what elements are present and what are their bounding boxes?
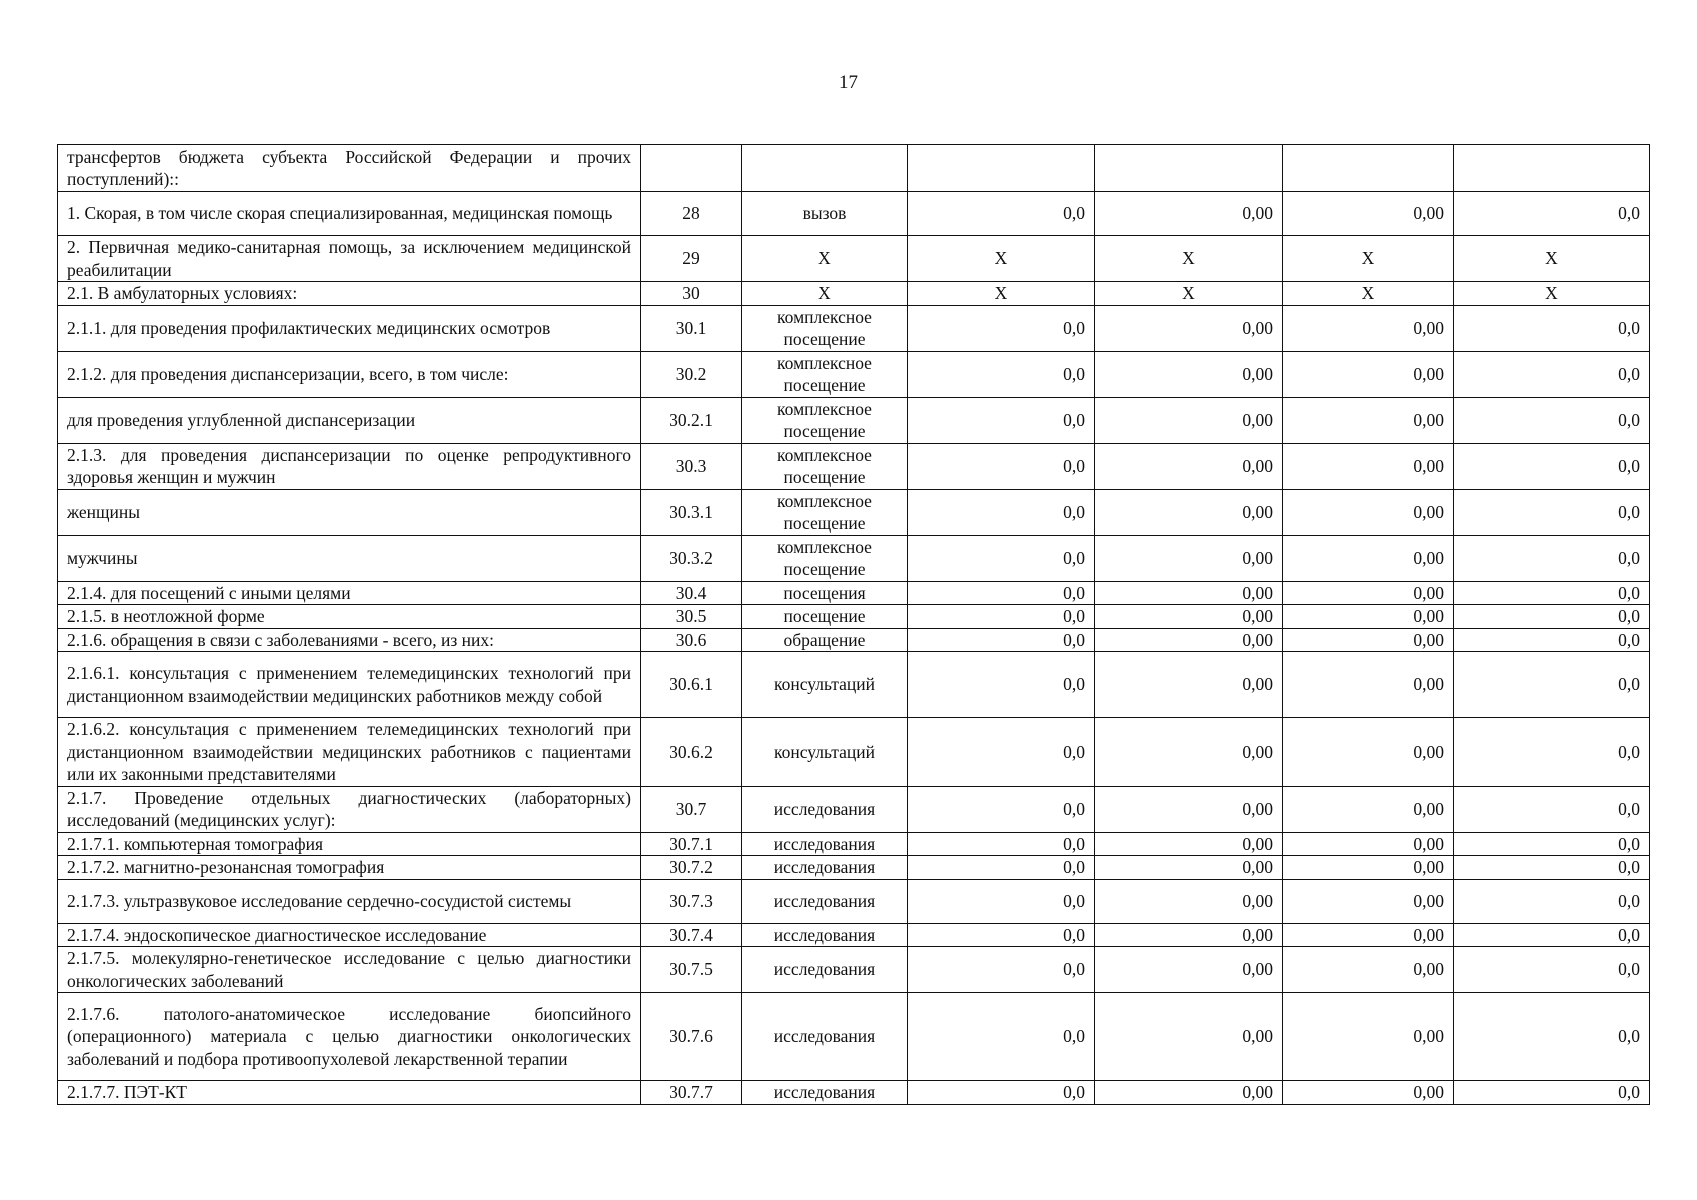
- row-value-3-cell: 0,00: [1283, 489, 1454, 535]
- row-value-3-cell: 0,00: [1283, 397, 1454, 443]
- row-unit-cell: комплексное посещение: [742, 535, 908, 581]
- row-value-3-cell: 0,00: [1283, 856, 1454, 880]
- row-unit-cell: комплексное посещение: [742, 305, 908, 351]
- table-row: [58, 351, 1650, 397]
- row-value-1-cell: 0,0: [908, 581, 1095, 605]
- row-value-3-cell: 0,00: [1283, 305, 1454, 351]
- row-code-cell: 30.3: [641, 443, 742, 489]
- table-row: [58, 581, 1650, 605]
- table-row: [58, 652, 1650, 718]
- row-value-4-cell: 0,0: [1454, 923, 1650, 947]
- row-name-cell: 2.1.7.6. патолого-анатомическое исследование биопсийного (операционного) материала с целью диагностики онкологических заболеваний и подбора противоопухолевой лекарственной терапии: [58, 993, 641, 1081]
- row-value-1-cell: 0,0: [908, 605, 1095, 629]
- row-code-cell: 30.6: [641, 628, 742, 652]
- row-value-4-cell: 0,0: [1454, 832, 1650, 856]
- row-name-cell: 2.1.7.4. эндоскопическое диагностическое исследование: [58, 923, 641, 947]
- row-unit-cell: X: [742, 236, 908, 282]
- table-row: [58, 489, 1650, 535]
- row-value-2-cell: 0,00: [1095, 489, 1283, 535]
- row-value-3-cell: 0,00: [1283, 923, 1454, 947]
- row-value-2-cell: 0,00: [1095, 351, 1283, 397]
- row-value-3-cell: 0,00: [1283, 832, 1454, 856]
- table-row: [58, 535, 1650, 581]
- row-name-cell: мужчины: [58, 535, 641, 581]
- row-value-4-cell: 0,0: [1454, 993, 1650, 1081]
- row-unit-cell: исследования: [742, 1081, 908, 1105]
- row-value-2-cell: 0,00: [1095, 786, 1283, 832]
- row-value-2-cell: X: [1095, 236, 1283, 282]
- row-unit-cell: консультаций: [742, 718, 908, 787]
- row-name-cell: для проведения углубленной диспансеризации: [58, 397, 641, 443]
- row-value-4-cell: 0,0: [1454, 1081, 1650, 1105]
- row-unit-cell: комплексное посещение: [742, 351, 908, 397]
- table-row: [58, 397, 1650, 443]
- row-unit-cell: обращение: [742, 628, 908, 652]
- table-row: [58, 605, 1650, 629]
- row-value-4-cell: [1454, 145, 1650, 192]
- row-unit-cell: X: [742, 282, 908, 306]
- row-value-3-cell: 0,00: [1283, 786, 1454, 832]
- table-row: [58, 856, 1650, 880]
- row-unit-cell: вызов: [742, 192, 908, 236]
- row-unit-cell: [742, 145, 908, 192]
- row-value-3-cell: 0,00: [1283, 628, 1454, 652]
- row-value-2-cell: 0,00: [1095, 856, 1283, 880]
- table-body: [58, 145, 1650, 1105]
- row-value-2-cell: 0,00: [1095, 879, 1283, 923]
- row-code-cell: 30.7.4: [641, 923, 742, 947]
- row-name-cell: 2.1.7.5. молекулярно-генетическое исследование с целью диагностики онкологических заболеваний: [58, 947, 641, 993]
- row-value-1-cell: X: [908, 282, 1095, 306]
- row-value-1-cell: 0,0: [908, 535, 1095, 581]
- row-value-4-cell: 0,0: [1454, 489, 1650, 535]
- row-value-3-cell: 0,00: [1283, 947, 1454, 993]
- row-value-2-cell: 0,00: [1095, 628, 1283, 652]
- row-value-2-cell: 0,00: [1095, 652, 1283, 718]
- row-code-cell: 30.3.2: [641, 535, 742, 581]
- row-value-3-cell: 0,00: [1283, 718, 1454, 787]
- row-value-4-cell: 0,0: [1454, 605, 1650, 629]
- row-code-cell: 30.7.7: [641, 1081, 742, 1105]
- row-value-4-cell: 0,0: [1454, 786, 1650, 832]
- row-code-cell: 30.7: [641, 786, 742, 832]
- row-name-cell: 2.1. В амбулаторных условиях:: [58, 282, 641, 306]
- row-value-1-cell: 0,0: [908, 993, 1095, 1081]
- row-value-4-cell: 0,0: [1454, 192, 1650, 236]
- row-unit-cell: консультаций: [742, 652, 908, 718]
- row-value-3-cell: [1283, 145, 1454, 192]
- row-value-1-cell: 0,0: [908, 718, 1095, 787]
- row-name-cell: трансфертов бюджета субъекта Российской Федерации и прочих поступлений)::: [58, 145, 641, 192]
- row-value-4-cell: X: [1454, 236, 1650, 282]
- row-value-4-cell: 0,0: [1454, 351, 1650, 397]
- row-code-cell: 30.6.1: [641, 652, 742, 718]
- table-row: [58, 628, 1650, 652]
- row-name-cell: 2. Первичная медико-санитарная помощь, за исключением медицинской реабилитации: [58, 236, 641, 282]
- row-unit-cell: исследования: [742, 993, 908, 1081]
- row-value-4-cell: 0,0: [1454, 947, 1650, 993]
- row-value-1-cell: 0,0: [908, 192, 1095, 236]
- row-unit-cell: исследования: [742, 879, 908, 923]
- row-code-cell: 30.7.5: [641, 947, 742, 993]
- row-code-cell: 30.1: [641, 305, 742, 351]
- row-unit-cell: исследования: [742, 832, 908, 856]
- row-name-cell: 1. Скорая, в том числе скорая специализированная, медицинская помощь: [58, 192, 641, 236]
- row-value-2-cell: X: [1095, 282, 1283, 306]
- row-value-4-cell: 0,0: [1454, 443, 1650, 489]
- row-value-2-cell: [1095, 145, 1283, 192]
- row-value-3-cell: 0,00: [1283, 443, 1454, 489]
- row-value-3-cell: 0,00: [1283, 605, 1454, 629]
- row-name-cell: 2.1.7.3. ультразвуковое исследование сердечно-сосудистой системы: [58, 879, 641, 923]
- row-name-cell: 2.1.7.7. ПЭТ-КТ: [58, 1081, 641, 1105]
- row-name-cell: 2.1.2. для проведения диспансеризации, всего, в том числе:: [58, 351, 641, 397]
- row-unit-cell: исследования: [742, 856, 908, 880]
- row-value-1-cell: 0,0: [908, 489, 1095, 535]
- row-code-cell: 30.7.1: [641, 832, 742, 856]
- row-name-cell: 2.1.7. Проведение отдельных диагностических (лабораторных) исследований (медицинских услуг):: [58, 786, 641, 832]
- table-row: [58, 879, 1650, 923]
- row-value-3-cell: 0,00: [1283, 993, 1454, 1081]
- table-row: [58, 282, 1650, 306]
- row-value-1-cell: 0,0: [908, 305, 1095, 351]
- table-row: [58, 832, 1650, 856]
- row-code-cell: 30.5: [641, 605, 742, 629]
- row-name-cell: 2.1.5. в неотложной форме: [58, 605, 641, 629]
- row-code-cell: 30.7.6: [641, 993, 742, 1081]
- row-unit-cell: комплексное посещение: [742, 443, 908, 489]
- row-code-cell: 30.6.2: [641, 718, 742, 787]
- row-value-2-cell: 0,00: [1095, 305, 1283, 351]
- row-value-2-cell: 0,00: [1095, 947, 1283, 993]
- data-table: [57, 144, 1650, 1105]
- row-value-3-cell: 0,00: [1283, 192, 1454, 236]
- row-value-4-cell: 0,0: [1454, 652, 1650, 718]
- table-row: [58, 236, 1650, 282]
- row-value-4-cell: X: [1454, 282, 1650, 306]
- table-row: [58, 718, 1650, 787]
- row-name-cell: 2.1.6.2. консультация с применением телемедицинских технологий при дистанционном взаимодействии медицинских работников с пациентами или их законными представителями: [58, 718, 641, 787]
- row-code-cell: [641, 145, 742, 192]
- row-unit-cell: исследования: [742, 786, 908, 832]
- row-name-cell: 2.1.6.1. консультация с применением телемедицинских технологий при дистанционном взаимодействии медицинских работников между собой: [58, 652, 641, 718]
- row-value-1-cell: 0,0: [908, 856, 1095, 880]
- table-row: [58, 947, 1650, 993]
- row-value-3-cell: 0,00: [1283, 879, 1454, 923]
- row-value-1-cell: 0,0: [908, 443, 1095, 489]
- row-unit-cell: исследования: [742, 923, 908, 947]
- row-value-4-cell: 0,0: [1454, 718, 1650, 787]
- row-value-2-cell: 0,00: [1095, 192, 1283, 236]
- row-code-cell: 29: [641, 236, 742, 282]
- row-value-4-cell: 0,0: [1454, 856, 1650, 880]
- row-name-cell: 2.1.7.2. магнитно-резонансная томография: [58, 856, 641, 880]
- row-unit-cell: исследования: [742, 947, 908, 993]
- row-code-cell: 30.3.1: [641, 489, 742, 535]
- row-value-1-cell: 0,0: [908, 628, 1095, 652]
- row-value-1-cell: 0,0: [908, 652, 1095, 718]
- row-value-4-cell: 0,0: [1454, 581, 1650, 605]
- row-value-2-cell: 0,00: [1095, 923, 1283, 947]
- row-unit-cell: комплексное посещение: [742, 489, 908, 535]
- page-number: 17: [839, 72, 858, 93]
- row-code-cell: 30.2: [641, 351, 742, 397]
- table-row: [58, 786, 1650, 832]
- row-name-cell: 2.1.7.1. компьютерная томография: [58, 832, 641, 856]
- row-value-4-cell: 0,0: [1454, 535, 1650, 581]
- row-name-cell: 2.1.6. обращения в связи с заболеваниями - всего, из них:: [58, 628, 641, 652]
- row-value-3-cell: 0,00: [1283, 652, 1454, 718]
- row-value-2-cell: 0,00: [1095, 443, 1283, 489]
- row-value-1-cell: 0,0: [908, 923, 1095, 947]
- row-value-1-cell: 0,0: [908, 832, 1095, 856]
- row-value-3-cell: 0,00: [1283, 1081, 1454, 1105]
- row-value-1-cell: 0,0: [908, 397, 1095, 443]
- row-value-2-cell: 0,00: [1095, 605, 1283, 629]
- row-name-cell: 2.1.1. для проведения профилактических медицинских осмотров: [58, 305, 641, 351]
- row-value-1-cell: X: [908, 236, 1095, 282]
- row-value-1-cell: 0,0: [908, 1081, 1095, 1105]
- row-value-3-cell: X: [1283, 236, 1454, 282]
- table-row: [58, 192, 1650, 236]
- table-row: [58, 923, 1650, 947]
- row-unit-cell: посещение: [742, 605, 908, 629]
- row-unit-cell: комплексное посещение: [742, 397, 908, 443]
- row-value-1-cell: 0,0: [908, 879, 1095, 923]
- row-value-3-cell: 0,00: [1283, 535, 1454, 581]
- row-code-cell: 30: [641, 282, 742, 306]
- row-value-4-cell: 0,0: [1454, 628, 1650, 652]
- row-value-1-cell: 0,0: [908, 947, 1095, 993]
- table-row: [58, 145, 1650, 192]
- table-row: [58, 993, 1650, 1081]
- row-code-cell: 30.7.2: [641, 856, 742, 880]
- row-value-1-cell: 0,0: [908, 786, 1095, 832]
- row-value-1-cell: [908, 145, 1095, 192]
- row-value-4-cell: 0,0: [1454, 879, 1650, 923]
- row-code-cell: 30.2.1: [641, 397, 742, 443]
- row-value-4-cell: 0,0: [1454, 305, 1650, 351]
- row-value-1-cell: 0,0: [908, 351, 1095, 397]
- row-value-3-cell: 0,00: [1283, 351, 1454, 397]
- row-code-cell: 30.4: [641, 581, 742, 605]
- table-row: [58, 1081, 1650, 1105]
- row-value-2-cell: 0,00: [1095, 581, 1283, 605]
- row-value-2-cell: 0,00: [1095, 993, 1283, 1081]
- row-value-2-cell: 0,00: [1095, 535, 1283, 581]
- row-unit-cell: посещения: [742, 581, 908, 605]
- table-row: [58, 443, 1650, 489]
- row-code-cell: 28: [641, 192, 742, 236]
- table-row: [58, 305, 1650, 351]
- row-code-cell: 30.7.3: [641, 879, 742, 923]
- row-value-2-cell: 0,00: [1095, 397, 1283, 443]
- row-value-2-cell: 0,00: [1095, 832, 1283, 856]
- row-value-3-cell: 0,00: [1283, 581, 1454, 605]
- row-value-2-cell: 0,00: [1095, 718, 1283, 787]
- row-name-cell: 2.1.4. для посещений с иными целями: [58, 581, 641, 605]
- row-name-cell: женщины: [58, 489, 641, 535]
- row-value-3-cell: X: [1283, 282, 1454, 306]
- row-name-cell: 2.1.3. для проведения диспансеризации по оценке репродуктивного здоровья женщин и мужчин: [58, 443, 641, 489]
- row-value-4-cell: 0,0: [1454, 397, 1650, 443]
- row-value-2-cell: 0,00: [1095, 1081, 1283, 1105]
